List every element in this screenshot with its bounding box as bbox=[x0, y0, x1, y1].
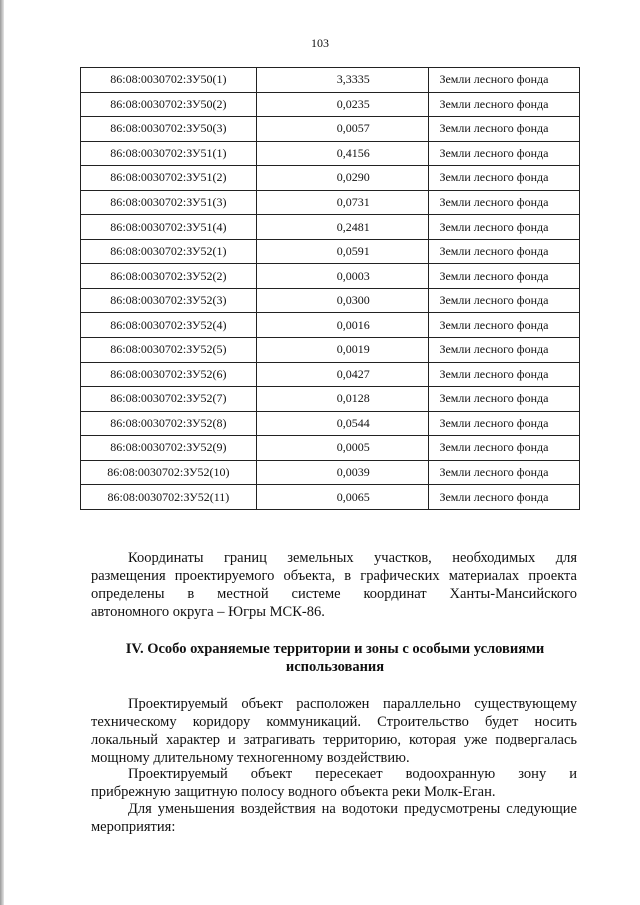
land-category-cell: Земли лесного фонда bbox=[429, 485, 580, 510]
paragraph-2 bbox=[91, 765, 577, 801]
table-row bbox=[81, 436, 580, 461]
land-category-cell: Земли лесного фонда bbox=[429, 436, 580, 461]
table-row bbox=[81, 92, 580, 117]
parcel-area-cell: 0,4156 bbox=[256, 141, 429, 166]
land-category-cell: Земли лесного фонда bbox=[429, 68, 580, 93]
text-line: мощному длительному техногенному воздействию. bbox=[91, 750, 410, 766]
heading-line: IV. Особо охраняемые территории и зоны с особыми условиями bbox=[125, 641, 545, 657]
land-category-cell: Земли лесного фонда bbox=[429, 338, 580, 363]
land-category-cell: Земли лесного фонда bbox=[429, 411, 580, 436]
page-number: 103 bbox=[311, 36, 329, 50]
table-row bbox=[81, 411, 580, 436]
parcel-id-cell: 86:08:0030702:ЗУ51(3) bbox=[81, 190, 257, 215]
parcel-id-cell: 86:08:0030702:ЗУ50(1) bbox=[81, 68, 257, 93]
land-category-cell: Земли лесного фонда bbox=[429, 313, 580, 338]
parcel-area-cell: 0,0005 bbox=[256, 436, 429, 461]
parcel-area-cell: 0,0427 bbox=[256, 362, 429, 387]
parcel-id-cell: 86:08:0030702:ЗУ50(3) bbox=[81, 117, 257, 142]
parcel-id-cell: 86:08:0030702:ЗУ52(11) bbox=[81, 485, 257, 510]
land-category-cell: Земли лесного фонда bbox=[429, 362, 580, 387]
parcel-area-cell: 3,3335 bbox=[256, 68, 429, 93]
parcel-id-cell: 86:08:0030702:ЗУ50(2) bbox=[81, 92, 257, 117]
land-category-cell: Земли лесного фонда bbox=[429, 92, 580, 117]
parcel-id-cell: 86:08:0030702:ЗУ52(2) bbox=[81, 264, 257, 289]
table-row bbox=[81, 485, 580, 510]
paragraph-3 bbox=[91, 800, 577, 836]
paragraph-1 bbox=[91, 695, 577, 767]
parcel-area-cell: 0,0128 bbox=[256, 387, 429, 412]
parcel-area-cell: 0,2481 bbox=[256, 215, 429, 240]
land-category-cell: Земли лесного фонда bbox=[429, 117, 580, 142]
parcel-area-cell: 0,0016 bbox=[256, 313, 429, 338]
section-heading bbox=[100, 640, 570, 676]
parcel-id-cell: 86:08:0030702:ЗУ51(2) bbox=[81, 166, 257, 191]
land-category-cell: Земли лесного фонда bbox=[429, 264, 580, 289]
parcel-area-cell: 0,0235 bbox=[256, 92, 429, 117]
land-category-cell: Земли лесного фонда bbox=[429, 460, 580, 485]
text-line: Координаты границ земельных участков, необходимых для bbox=[128, 550, 577, 566]
parcel-area-cell: 0,0544 bbox=[256, 411, 429, 436]
table-row bbox=[81, 68, 580, 93]
text-line: прибрежную защитную полосу водного объекта реки Молк-Еган. bbox=[91, 784, 496, 800]
text-line: мероприятия: bbox=[91, 819, 176, 835]
table-body bbox=[81, 68, 580, 510]
table-row bbox=[81, 117, 580, 142]
parcel-area-cell: 0,0019 bbox=[256, 338, 429, 363]
parcel-area-cell: 0,0057 bbox=[256, 117, 429, 142]
parcel-id-cell: 86:08:0030702:ЗУ51(4) bbox=[81, 215, 257, 240]
text-line: размещения проектируемого объекта, в графических материалах проекта bbox=[91, 568, 577, 584]
land-category-cell: Земли лесного фонда bbox=[429, 166, 580, 191]
scan-edge bbox=[0, 0, 4, 905]
text-line: автономного округа – Югры МСК-86. bbox=[91, 604, 325, 620]
table-row bbox=[81, 166, 580, 191]
land-category-cell: Земли лесного фонда bbox=[429, 190, 580, 215]
parcel-id-cell: 86:08:0030702:ЗУ52(6) bbox=[81, 362, 257, 387]
table-row bbox=[81, 460, 580, 485]
text-line: техническому коридору коммуникаций. Строительство будет носить bbox=[91, 714, 577, 730]
text-line: Для уменьшения воздействия на водотоки предусмотрены следующие bbox=[128, 801, 577, 817]
text-line: определены в местной системе координат Ханты-Мансийского bbox=[91, 586, 577, 602]
parcel-id-cell: 86:08:0030702:ЗУ52(5) bbox=[81, 338, 257, 363]
heading-line: использования bbox=[285, 659, 385, 675]
table-row bbox=[81, 338, 580, 363]
parcel-id-cell: 86:08:0030702:ЗУ52(3) bbox=[81, 288, 257, 313]
text-line: локальный характер и затрагивать территорию, которая уже подвергалась bbox=[91, 732, 577, 748]
parcel-id-cell: 86:08:0030702:ЗУ52(10) bbox=[81, 460, 257, 485]
table-row bbox=[81, 362, 580, 387]
land-parcels-table bbox=[80, 67, 580, 510]
land-category-cell: Земли лесного фонда bbox=[429, 239, 580, 264]
parcel-area-cell: 0,0591 bbox=[256, 239, 429, 264]
coordinates-paragraph bbox=[91, 549, 577, 621]
land-category-cell: Земли лесного фонда bbox=[429, 387, 580, 412]
parcel-id-cell: 86:08:0030702:ЗУ52(1) bbox=[81, 239, 257, 264]
parcel-id-cell: 86:08:0030702:ЗУ52(7) bbox=[81, 387, 257, 412]
parcel-id-cell: 86:08:0030702:ЗУ52(8) bbox=[81, 411, 257, 436]
table-row bbox=[81, 313, 580, 338]
parcel-id-cell: 86:08:0030702:ЗУ52(4) bbox=[81, 313, 257, 338]
text-line: Проектируемый объект расположен параллельно существующему bbox=[128, 696, 577, 712]
table-row bbox=[81, 387, 580, 412]
parcel-area-cell: 0,0731 bbox=[256, 190, 429, 215]
parcel-area-cell: 0,0003 bbox=[256, 264, 429, 289]
parcel-id-cell: 86:08:0030702:ЗУ51(1) bbox=[81, 141, 257, 166]
parcel-area-cell: 0,0065 bbox=[256, 485, 429, 510]
table-row bbox=[81, 141, 580, 166]
table-row bbox=[81, 190, 580, 215]
land-category-cell: Земли лесного фонда bbox=[429, 288, 580, 313]
land-category-cell: Земли лесного фонда bbox=[429, 215, 580, 240]
parcel-area-cell: 0,0290 bbox=[256, 166, 429, 191]
land-category-cell: Земли лесного фонда bbox=[429, 141, 580, 166]
parcel-area-cell: 0,0300 bbox=[256, 288, 429, 313]
table-row bbox=[81, 288, 580, 313]
parcel-id-cell: 86:08:0030702:ЗУ52(9) bbox=[81, 436, 257, 461]
table-row bbox=[81, 215, 580, 240]
text-line: Проектируемый объект пересекает водоохранную зону и bbox=[128, 766, 577, 782]
table-row bbox=[81, 264, 580, 289]
table-row bbox=[81, 239, 580, 264]
parcel-area-cell: 0,0039 bbox=[256, 460, 429, 485]
